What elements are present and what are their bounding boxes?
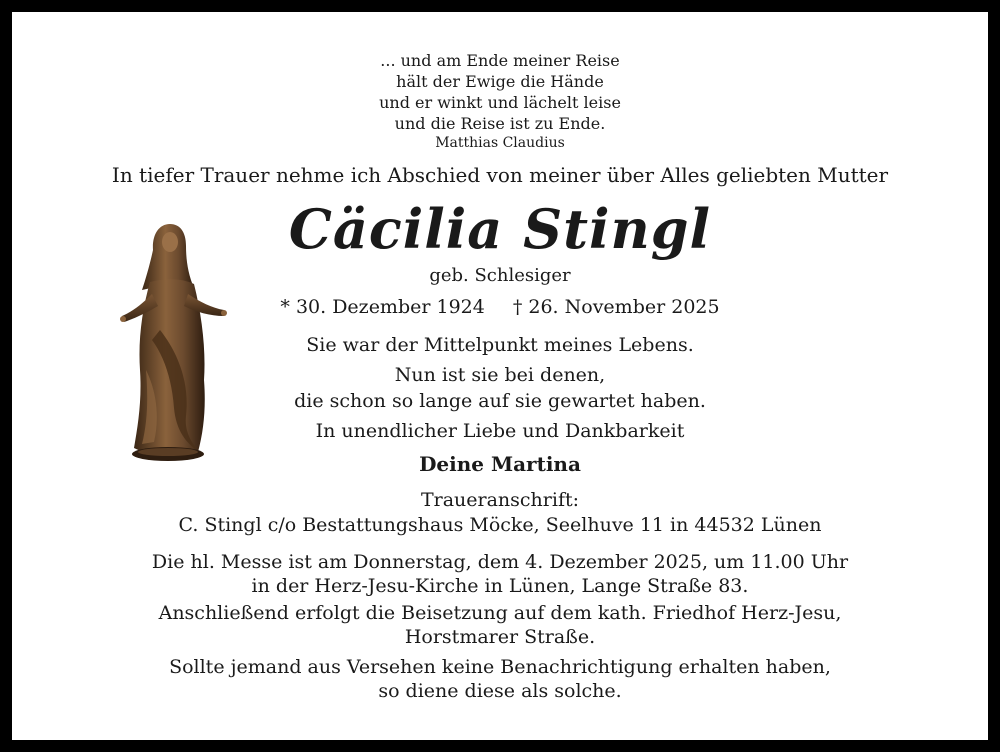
madonna-statue-icon xyxy=(120,220,230,464)
burial-line: Anschließend erfolgt die Beisetzung auf dem kath. Friedhof Herz-Jesu, xyxy=(158,602,842,624)
notice-text xyxy=(12,655,988,703)
poem-line: ... und am Ende meiner Reise xyxy=(380,51,620,70)
deceased-name: Cäcilia Stingl xyxy=(288,197,712,261)
intro-text: In tiefer Trauer nehme ich Abschied von meiner über Alles geliebten Mutter xyxy=(111,163,889,187)
signer-name: Deine Martina xyxy=(419,452,581,476)
mass-line: Die hl. Messe ist am Donnerstag, dem 4. Dezember 2025, um 11.00 Uhr xyxy=(151,551,849,573)
notice-line: Sollte jemand aus Versehen keine Benachrichtigung erhalten haben, xyxy=(169,656,831,678)
address-line: C. Stingl c/o Bestattungshaus Möcke, Seelhuve 11 in 44532 Lünen xyxy=(178,514,822,536)
obituary-card xyxy=(12,12,988,740)
notice-line: so diene diese als solche. xyxy=(378,680,622,702)
mourning-address xyxy=(12,488,988,538)
birth-date: * 30. Dezember 1924 xyxy=(280,296,485,318)
maiden-name: geb. Schlesiger xyxy=(429,265,571,286)
mass-line: in der Herz-Jesu-Kirche in Lünen, Lange Straße 83. xyxy=(251,575,749,597)
burial-info xyxy=(12,601,988,649)
poem-line: hält der Ewige die Hände xyxy=(396,72,604,91)
burial-line: Horstmarer Straße. xyxy=(404,626,596,648)
address-label: Traueranschrift: xyxy=(420,489,580,511)
farewell-line: Sie war der Mittelpunkt meines Lebens. xyxy=(306,334,694,356)
death-date: † 26. November 2025 xyxy=(512,296,720,318)
poem-line: und die Reise ist zu Ende. xyxy=(394,114,606,133)
poem-block xyxy=(12,50,988,152)
farewell-line: Nun ist sie bei denen, xyxy=(394,364,606,386)
mass-info xyxy=(12,550,988,598)
poem-line: und er winkt und lächelt leise xyxy=(379,93,621,112)
poem-author: Matthias Claudius xyxy=(435,135,565,151)
farewell-line: die schon so lange auf sie gewartet haben. xyxy=(294,390,706,412)
farewell-line: In unendlicher Liebe und Dankbarkeit xyxy=(315,420,685,442)
